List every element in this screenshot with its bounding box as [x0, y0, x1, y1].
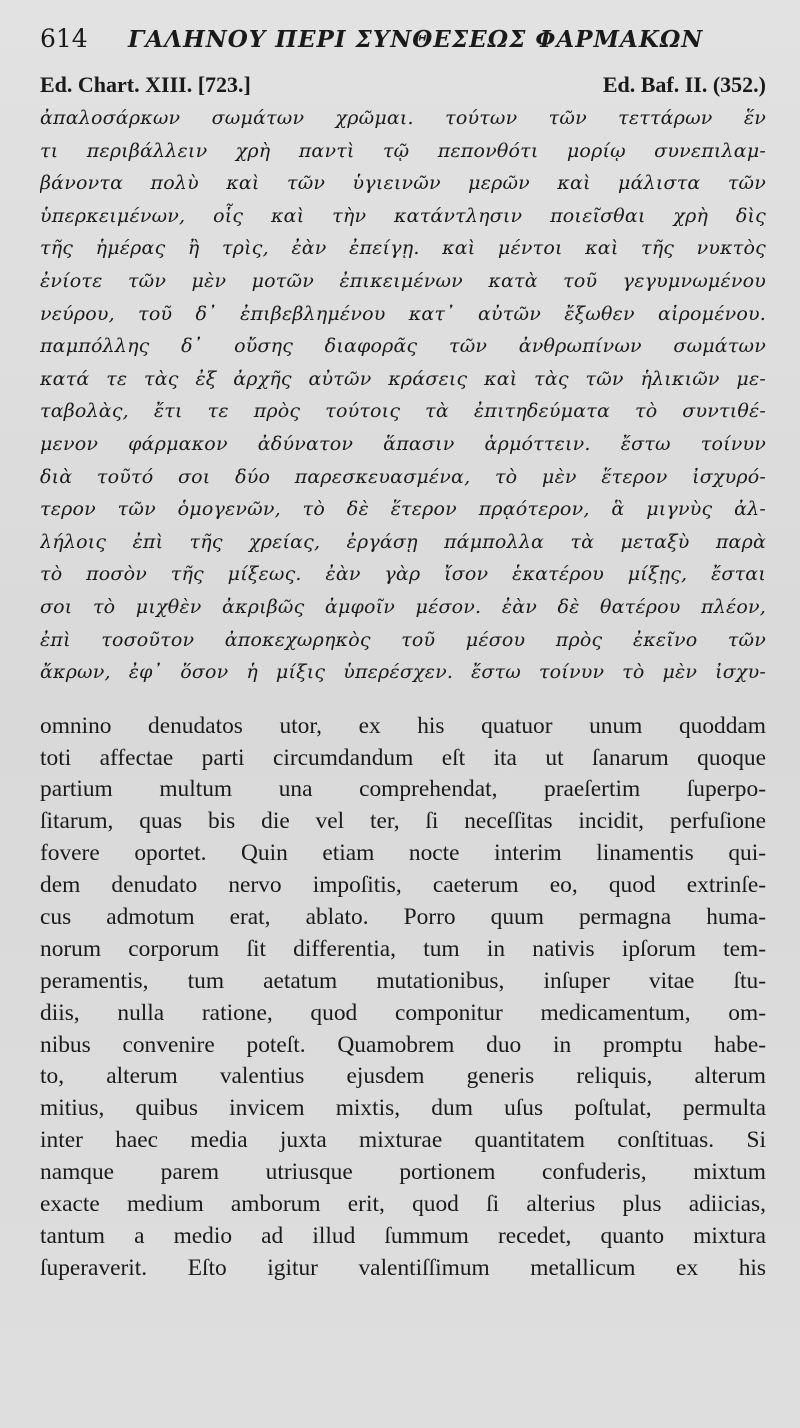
latin-text-line: ſitarum, quas bis die vel ter, ſi neceſſitas incidit, perfuſione	[40, 808, 766, 835]
edition-reference-line	[40, 70, 766, 100]
greek-text-line: παμπόλλης δ᾽ οὔσης διαφορᾶς τῶν ἀνθρωπίνων σωμάτων	[40, 335, 766, 358]
latin-text-line: to, alterum valentius ejusdem generis reliquis, alterum	[40, 1063, 766, 1090]
running-head	[40, 24, 766, 70]
greek-text-line: τῆς ἡμέρας ἢ τρὶς, ἐὰν ἐπείγῃ. καὶ μέντοι καὶ τῆς νυκτὸς	[40, 237, 766, 260]
greek-text-line: μενον φάρμακον ἀδύνατον ἅπασιν ἁρμόττειν. ἔστω τοίνυν	[40, 432, 766, 455]
latin-text-line: namque parem utriusque portionem confuderis, mixtum	[40, 1159, 766, 1186]
latin-text-line: fovere oportet. Quin etiam nocte interim linamentis qui-	[40, 840, 766, 867]
latin-text-line: inter haec media juxta mixturae quantitatem conſtituas. Si	[40, 1127, 766, 1154]
latin-text-line: mitius, quibus invicem mixtis, dum uſus poſtulat, permulta	[40, 1095, 766, 1122]
greek-text-line: ὑπερκειμένων, οἷς καὶ τὴν κατάντλησιν ποιεῖσθαι χρὴ δὶς	[40, 204, 766, 227]
latin-text-line: nibus convenire poteſt. Quamobrem duo in promptu habe-	[40, 1031, 766, 1058]
greek-text-line: τερον τῶν ὁμογενῶν, τὸ δὲ ἕτερον πρᾳότερον, ἃ μιγνὺς ἀλ-	[40, 498, 766, 521]
greek-text-block	[40, 102, 766, 689]
latin-text-line: exacte medium amborum erit, quod ſi alterius plus adiicias,	[40, 1191, 766, 1218]
latin-text-line: cus admotum erat, ablato. Porro quum permagna huma-	[40, 904, 766, 931]
latin-text-line: peramentis, tum aetatum mutationibus, inſuper vitae ſtu-	[40, 967, 766, 994]
latin-text-line: ſuperaverit. Eſto igitur valentiſſimum metallicum ex his	[40, 1254, 766, 1281]
latin-text-line: dem denudato nervo impoſitis, caeterum eo, quod extrinſe-	[40, 872, 766, 899]
latin-text-line: omnino denudatos utor, ex his quatuor unum quoddam	[40, 712, 766, 739]
greek-text-line: σοι τὸ μιχθὲν ἀκριβῶς ἀμφοῖν μέσον. ἐὰν δὲ θατέρου πλέον,	[40, 595, 766, 618]
greek-text-line: ἄκρων, ἐφ᾽ ὅσον ἡ μίξις ὑπερέσχεν. ἔστω τοίνυν τὸ μὲν ἰσχυ-	[40, 661, 766, 684]
section-gap	[40, 689, 766, 711]
greek-text-line: τὸ ποσὸν τῆς μίξεως. ἐὰν γὰρ ἴσον ἑκατέρου μίξῃς, ἔσται	[40, 563, 766, 586]
greek-text-line: ταβολὰς, ἔτι τε πρὸς τούτοις τὰ ἐπιτηδεύματα τὸ συντιθέ-	[40, 400, 766, 423]
greek-text-line: λήλοις ἐπὶ τῆς χρείας, ἐργάσῃ πάμπολλα τὰ μεταξὺ παρὰ	[40, 530, 766, 553]
running-title: ΓΑΛΗΝΟΥ ΠΕΡΙ ΣΥΝΘΕΣΕΩΣ ΦΑΡΜΑΚΩΝ	[128, 26, 704, 53]
greek-text-line: νεύρου, τοῦ δ᾽ ἐπιβεβλημένου κατ᾽ αὐτῶν ἔξωθεν αἰρομένου.	[40, 302, 766, 325]
latin-text-line: partium multum una comprehendat, praeſertim ſuperpo-	[40, 776, 766, 803]
latin-text-block	[40, 711, 766, 1285]
greek-text-line: ἐνίοτε τῶν μὲν μοτῶν ἐπικειμένων κατὰ τοῦ γεγυμνωμένου	[40, 269, 766, 292]
greek-text-line: τι περιβάλλειν χρὴ παντὶ τῷ πεπονθότι μορίῳ συνεπιλαμ-	[40, 139, 766, 162]
greek-text-line: ἀπαλοσάρκων σωμάτων χρῶμαι. τούτων τῶν τεττάρων ἕν	[40, 107, 766, 129]
greek-text-line: κατά τε τὰς ἐξ ἀρχῆς αὐτῶν κράσεις καὶ τὰς τῶν ἡλικιῶν με-	[40, 367, 766, 390]
page-number: 614	[40, 24, 88, 53]
greek-text-line: διὰ τοῦτό σοι δύο παρεσκευασμένα, τὸ μὲν ἕτερον ἰσχυρό-	[40, 465, 766, 488]
latin-text-line: toti affectae parti circumdandum eſt ita ut ſanarum quoque	[40, 744, 766, 771]
latin-text-line: diis, nulla ratione, quod componitur medicamentum, om-	[40, 999, 766, 1026]
latin-text-line: norum corporum ſit differentia, tum in nativis ipſorum tem-	[40, 935, 766, 962]
greek-text-line: ἐπὶ τοσοῦτον ἀποκεχωρηκὸς τοῦ μέσου πρὸς ἐκεῖνο τῶν	[40, 628, 766, 651]
latin-text-line: tantum a medio ad illud ſummum recedet, quanto mixtura	[40, 1222, 766, 1249]
greek-text-line: βάνοντα πολὺ καὶ τῶν ὑγιεινῶν μερῶν καὶ μάλιστα τῶν	[40, 172, 766, 195]
edition-reference-left: Ed. Chart. XIII. [723.]	[40, 72, 251, 97]
edition-reference-right: Ed. Baf. II. (352.)	[602, 72, 766, 97]
